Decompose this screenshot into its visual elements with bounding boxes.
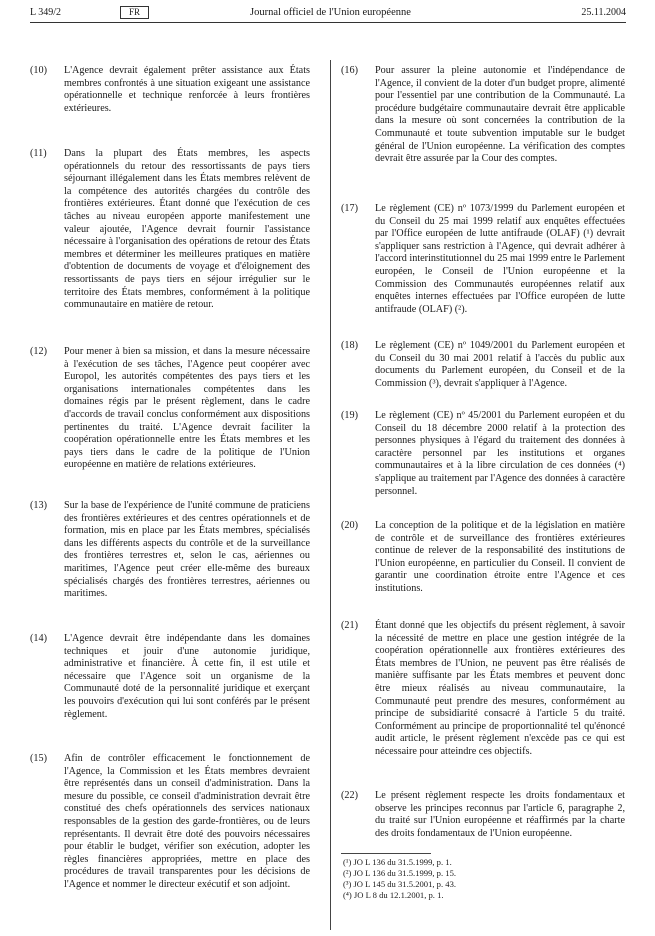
recital-text: Pour assurer la pleine autonomie et l'indépendance de l'Agence, il convient de la doter d'un budget propre, alimenté pour l'essentiel par une contribution de la Communauté. La procédure budgétaire communautaire devrait être applicable dans la mesure où sont concernées la contribution de la Communauté et toute subvention imputable sur le budget général de l'Union européenne. La vérification des comptes devrait être assurée par la Cour des comptes. xyxy=(375,65,625,165)
recital-21 xyxy=(341,620,625,759)
footnote: (³) JO L 145 du 31.5.2001, p. 43. xyxy=(343,879,457,889)
recital-text: La conception de la politique et de la législation en matière de contrôle et de surveillance des frontières extérieures continue de relever de la responsabilité des institutions de l'Union européenne, en particulier du Conseil. Il convient de garantir une coordination étroite entre l'Agence et ces institutions. xyxy=(375,520,625,594)
recital-number: (15) xyxy=(30,753,47,764)
recital-number: (20) xyxy=(341,520,358,531)
recital-19 xyxy=(341,410,625,498)
page-header xyxy=(30,7,626,23)
recital-text: Le règlement (CE) nº 1073/1999 du Parlement européen et du Conseil du 25 mai 1999 relatif aux enquêtes effectuées par l'Office européen de lutte antifraude (OLAF) (¹) devrait s'appliquer sans restriction à l'Agence, qui devrait adhérer à l'accord interinstitutionnel du 25 mai 1999 entre le Parlement européen, le Conseil de l'Union européenne et la Commission des Communautés européennes relatif aux enquêtes internes effectuées par l'Office européen de lutte antifraude (OLAF) (²). xyxy=(375,203,625,315)
recital-number: (21) xyxy=(341,620,358,631)
recital-text: Le règlement (CE) nº 1049/2001 du Parlement européen et du Conseil du 30 mai 2001 relatif à l'accès du public aux documents du Parlement européen, du Conseil et de la Commission (³), devrait s'appliquer à l'Agence. xyxy=(375,340,625,389)
recital-text: L'Agence devrait être indépendante dans les domaines techniques et jouir d'une autonomie juridique, administrative et financière. À cette fin, il est utile et nécessaire que l'Agence soit un organisme de la Communauté doté de la personnalité juridique et exerçant les pouvoirs d'exécution qui lui sont conférés par le présent règlement. xyxy=(64,633,310,720)
recital-text: Dans la plupart des États membres, les aspects opérationnels du retour des ressortissants de pays tiers séjournant illégalement dans les États membres relèvent de la compétence des autorités chargées du contrôle des frontières extérieures. Étant donné que l'exécution de ces tâches au niveau européen apporte manifestement une valeur ajoutée, l'Agence devrait fournir l'assistance nécessaire à l'organisation des opérations de retour des États membres et déterminer les meilleures pratiques en matière d'obtention de documents de voyage et d'éloignement des ressortissants de pays tiers en séjour irrégulier sur le territoire des États membres, conformément à la politique communautaire en matière de retour. xyxy=(64,148,310,311)
recital-text: Pour mener à bien sa mission, et dans la mesure nécessaire à l'exécution de ses tâches, l'Agence peut coopérer avec Europol, les autorités compétentes des pays tiers et les organisations internationales compétentes dans les domaines régis par le présent règlement, dans le cadre d'accords de travail conclus conformément aux dispositions pertinentes du traité. L'Agence devrait faciliter la coopération opérationnelle entre les États membres et les pays tiers dans le cadre de la politique de l'Union européenne en matière de relations extérieures. xyxy=(64,346,310,471)
page-reference: L 349/2 xyxy=(30,7,62,18)
recital-13 xyxy=(30,500,310,601)
recital-number: (12) xyxy=(30,346,47,357)
recital-number: (10) xyxy=(30,65,47,76)
recital-number: (17) xyxy=(341,203,358,214)
footnote: (²) JO L 136 du 31.5.1999, p. 15. xyxy=(343,868,457,878)
recital-text: Afin de contrôler efficacement le fonctionnement de l'Agence, la Commission et les États membres devraient être représentés dans un conseil d'administration. Dans la mesure du possible, ce conseil d'administration devrait être constitué des chefs opérationnels des services nationaux responsables de la gestion des garde-frontières, ou de leurs représentants. Il devrait être doté des pouvoirs nécessaires pour établir le budget, vérifier son exécution, adopter les règles financières appropriées, mettre en place des procédures de travail transparentes pour les décisions de l'Agence et nommer le directeur exécutif et son adjoint. xyxy=(64,753,310,890)
recital-text: Sur la base de l'expérience de l'unité commune de praticiens des frontières extérieures et des centres opérationnels et de formation, mis en place par les États membres, spécialisés dans les différents aspects du contrôle et de la surveillance des frontières terrestres et, selon le cas, aériennes ou maritimes, l'Agence peut créer elle-même des bureaux spécialisés chargés des frontières terrestres, aériennes ou maritimes. xyxy=(64,500,310,600)
recital-12 xyxy=(30,346,310,472)
recital-16 xyxy=(341,65,625,166)
recital-number: (16) xyxy=(341,65,358,76)
recital-11 xyxy=(30,148,310,312)
recital-number: (19) xyxy=(341,410,358,421)
recital-text: Le règlement (CE) nº 45/2001 du Parlement européen et du Conseil du 18 décembre 2000 relatif à la protection des personnes physiques à l'égard du traitement des données à caractère personnel par les institutions et organes communautaires et à la libre circulation de ces données (⁴) s'applique au traitement par l'Agence des données à caractère personnel. xyxy=(375,410,625,497)
footnote-rule xyxy=(341,853,431,854)
recital-14 xyxy=(30,633,310,721)
recital-number: (13) xyxy=(30,500,47,511)
recital-15 xyxy=(30,753,310,892)
recital-number: (22) xyxy=(341,790,358,801)
recital-20 xyxy=(341,520,625,596)
journal-title: Journal officiel de l'Union européenne xyxy=(250,7,411,18)
recital-text: Étant donné que les objectifs du présent règlement, à savoir la nécessité de mettre en place une gestion intégrée de la coopération opérationnelle aux frontières extérieures des États membres de l'Union, ne peuvent pas être réalisés de manière suffisante par les États membres et peuvent donc être mieux réalisés au niveau communautaire, la Communauté peut prendre des mesures, conformément au principe de subsidiarité consacré à l'article 5 du traité. Conformément au principe de proportionnalité tel qu'énoncé audit article, le présent règlement n'excède pas ce qui est nécessaire pour atteindre ces objectifs. xyxy=(375,620,625,757)
publication-date: 25.11.2004 xyxy=(581,7,626,18)
recital-22 xyxy=(341,790,625,840)
header-rule xyxy=(30,22,626,23)
recital-18 xyxy=(341,340,625,390)
footnote: (¹) JO L 136 du 31.5.1999, p. 1. xyxy=(343,857,452,867)
recital-number: (14) xyxy=(30,633,47,644)
column-divider xyxy=(330,60,331,930)
recital-10 xyxy=(30,65,310,115)
language-badge: FR xyxy=(120,6,149,19)
footnote: (⁴) JO L 8 du 12.1.2001, p. 1. xyxy=(343,890,444,900)
recital-17 xyxy=(341,203,625,316)
recital-text: L'Agence devrait également prêter assistance aux États membres confrontés à une situation exigeant une assistance opérationnelle et technique renforcée à leurs frontières extérieures. xyxy=(64,65,310,114)
recital-text: Le présent règlement respecte les droits fondamentaux et observe les principes reconnus par l'article 6, paragraphe 2, du traité sur l'Union européenne et réaffirmés par la charte des droits fondamentaux de l'Union européenne. xyxy=(375,790,625,839)
recital-number: (11) xyxy=(30,148,47,159)
recital-number: (18) xyxy=(341,340,358,351)
